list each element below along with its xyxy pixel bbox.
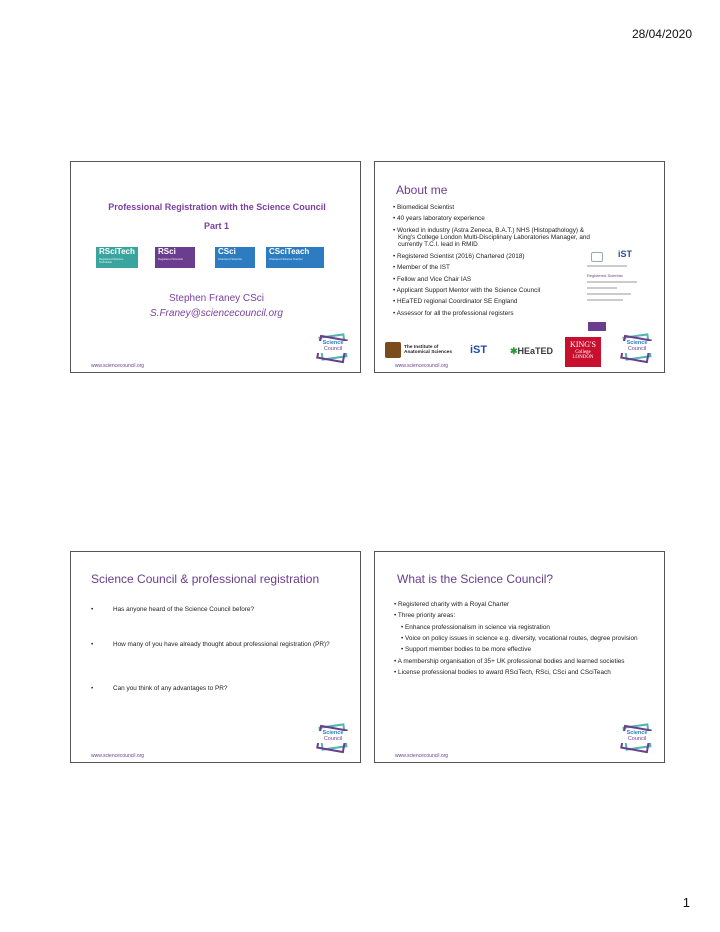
slide-title: What is the Science Council?: [397, 572, 554, 586]
slide-title: Science Council & professional registration: [91, 572, 320, 586]
rscitech-badge: RSciTech Registered Science Technician: [96, 247, 138, 268]
list-item: • Three priority areas:: [394, 612, 644, 619]
csci-badge: CSci Chartered Scientist: [215, 247, 255, 268]
list-item: • Voice on policy issues in science e.g. diversity, vocational routes, degree provision: [401, 635, 644, 642]
science-council-logo: Science Council: [315, 333, 351, 363]
list-item: • Enhance professionalism in science via registration: [401, 624, 644, 631]
list-item: • Has anyone heard of the Science Council before?: [91, 606, 255, 613]
list-item: • Worked in industry (Astra Zeneca, B.A.T.) NHS (Histopathology) & King's College London Multi-Disciplinary Laboratories Manager, and currently T.C.I. lead in RMID: [393, 227, 603, 249]
slide-science-council-registration: [70, 551, 361, 763]
list-item: • Support member bodies to be more effective: [401, 646, 644, 653]
rsci-badge: RSci Registered Scientist: [155, 247, 195, 268]
list-item: • A membership organisation of 35+ UK professional bodies and learned societies: [394, 658, 644, 665]
footer-url: www.sciencecouncil.org: [395, 753, 449, 759]
list-item: • Registered Scientist (2016) Chartered (2018): [393, 253, 603, 260]
ias-logo-text: The Institute of Anatomical Sciences: [404, 345, 452, 356]
slide-professional-registration: [70, 161, 361, 373]
list-item: • License professional bodies to award RSciTech, RSci, CSci and CSciTeach: [394, 669, 644, 676]
bullet-list: [393, 204, 603, 321]
science-council-logo: Science Council: [315, 723, 351, 753]
document-icon: [591, 252, 603, 262]
presenter-email: S.Franey@sciencecouncil.org: [150, 308, 283, 319]
csciteach-badge: CSciTeach Chartered Science Teacher: [266, 247, 324, 268]
list-item: • Applicant Support Mentor with the Science Council: [393, 287, 603, 294]
slide-title: About me: [396, 183, 448, 197]
certificate-bar: [588, 322, 606, 331]
page-date: 28/04/2020: [631, 27, 692, 41]
certificate-label: Registered Scientist: [587, 273, 623, 278]
page-number: 1: [682, 895, 690, 910]
presenter-name: Stephen Franey CSci: [168, 293, 265, 304]
bullet-list: [394, 601, 644, 681]
slide-about-me: [374, 161, 665, 373]
slide-what-is-science-council: [374, 551, 665, 763]
science-council-logo: Science Council: [619, 723, 655, 753]
list-item: • Assessor for all the professional registers: [393, 310, 603, 317]
list-item: • Fellow and Vice Chair IAS: [393, 276, 603, 283]
list-item: • Biomedical Scientist: [393, 204, 603, 211]
heated-logo: ✱HEaTED: [510, 346, 554, 356]
list-item: • Registered charity with a Royal Charter: [394, 601, 644, 608]
ist-logo-large: iST: [470, 344, 488, 356]
slide-title: Professional Registration with the Science Council: [108, 202, 326, 212]
ist-logo: iST: [618, 249, 633, 259]
footer-url: www.sciencecouncil.org: [395, 363, 449, 369]
footer-url: www.sciencecouncil.org: [91, 753, 145, 759]
list-item: • 40 years laboratory experience: [393, 215, 603, 222]
list-item: • How many of you have already thought about professional registration (PR)?: [91, 641, 330, 648]
list-item: • Member of the IST: [393, 264, 603, 271]
footer-url: www.sciencecouncil.org: [91, 363, 145, 369]
science-council-logo: Science Council: [619, 333, 655, 363]
kings-college-logo: KING'S College LONDON: [565, 337, 601, 367]
ias-crest-icon: [385, 342, 401, 358]
list-item: • HEaTED regional Coordinator SE England: [393, 298, 603, 305]
list-item: • Can you think of any advantages to PR?: [91, 685, 228, 692]
slide-subtitle: Part 1: [203, 221, 229, 231]
